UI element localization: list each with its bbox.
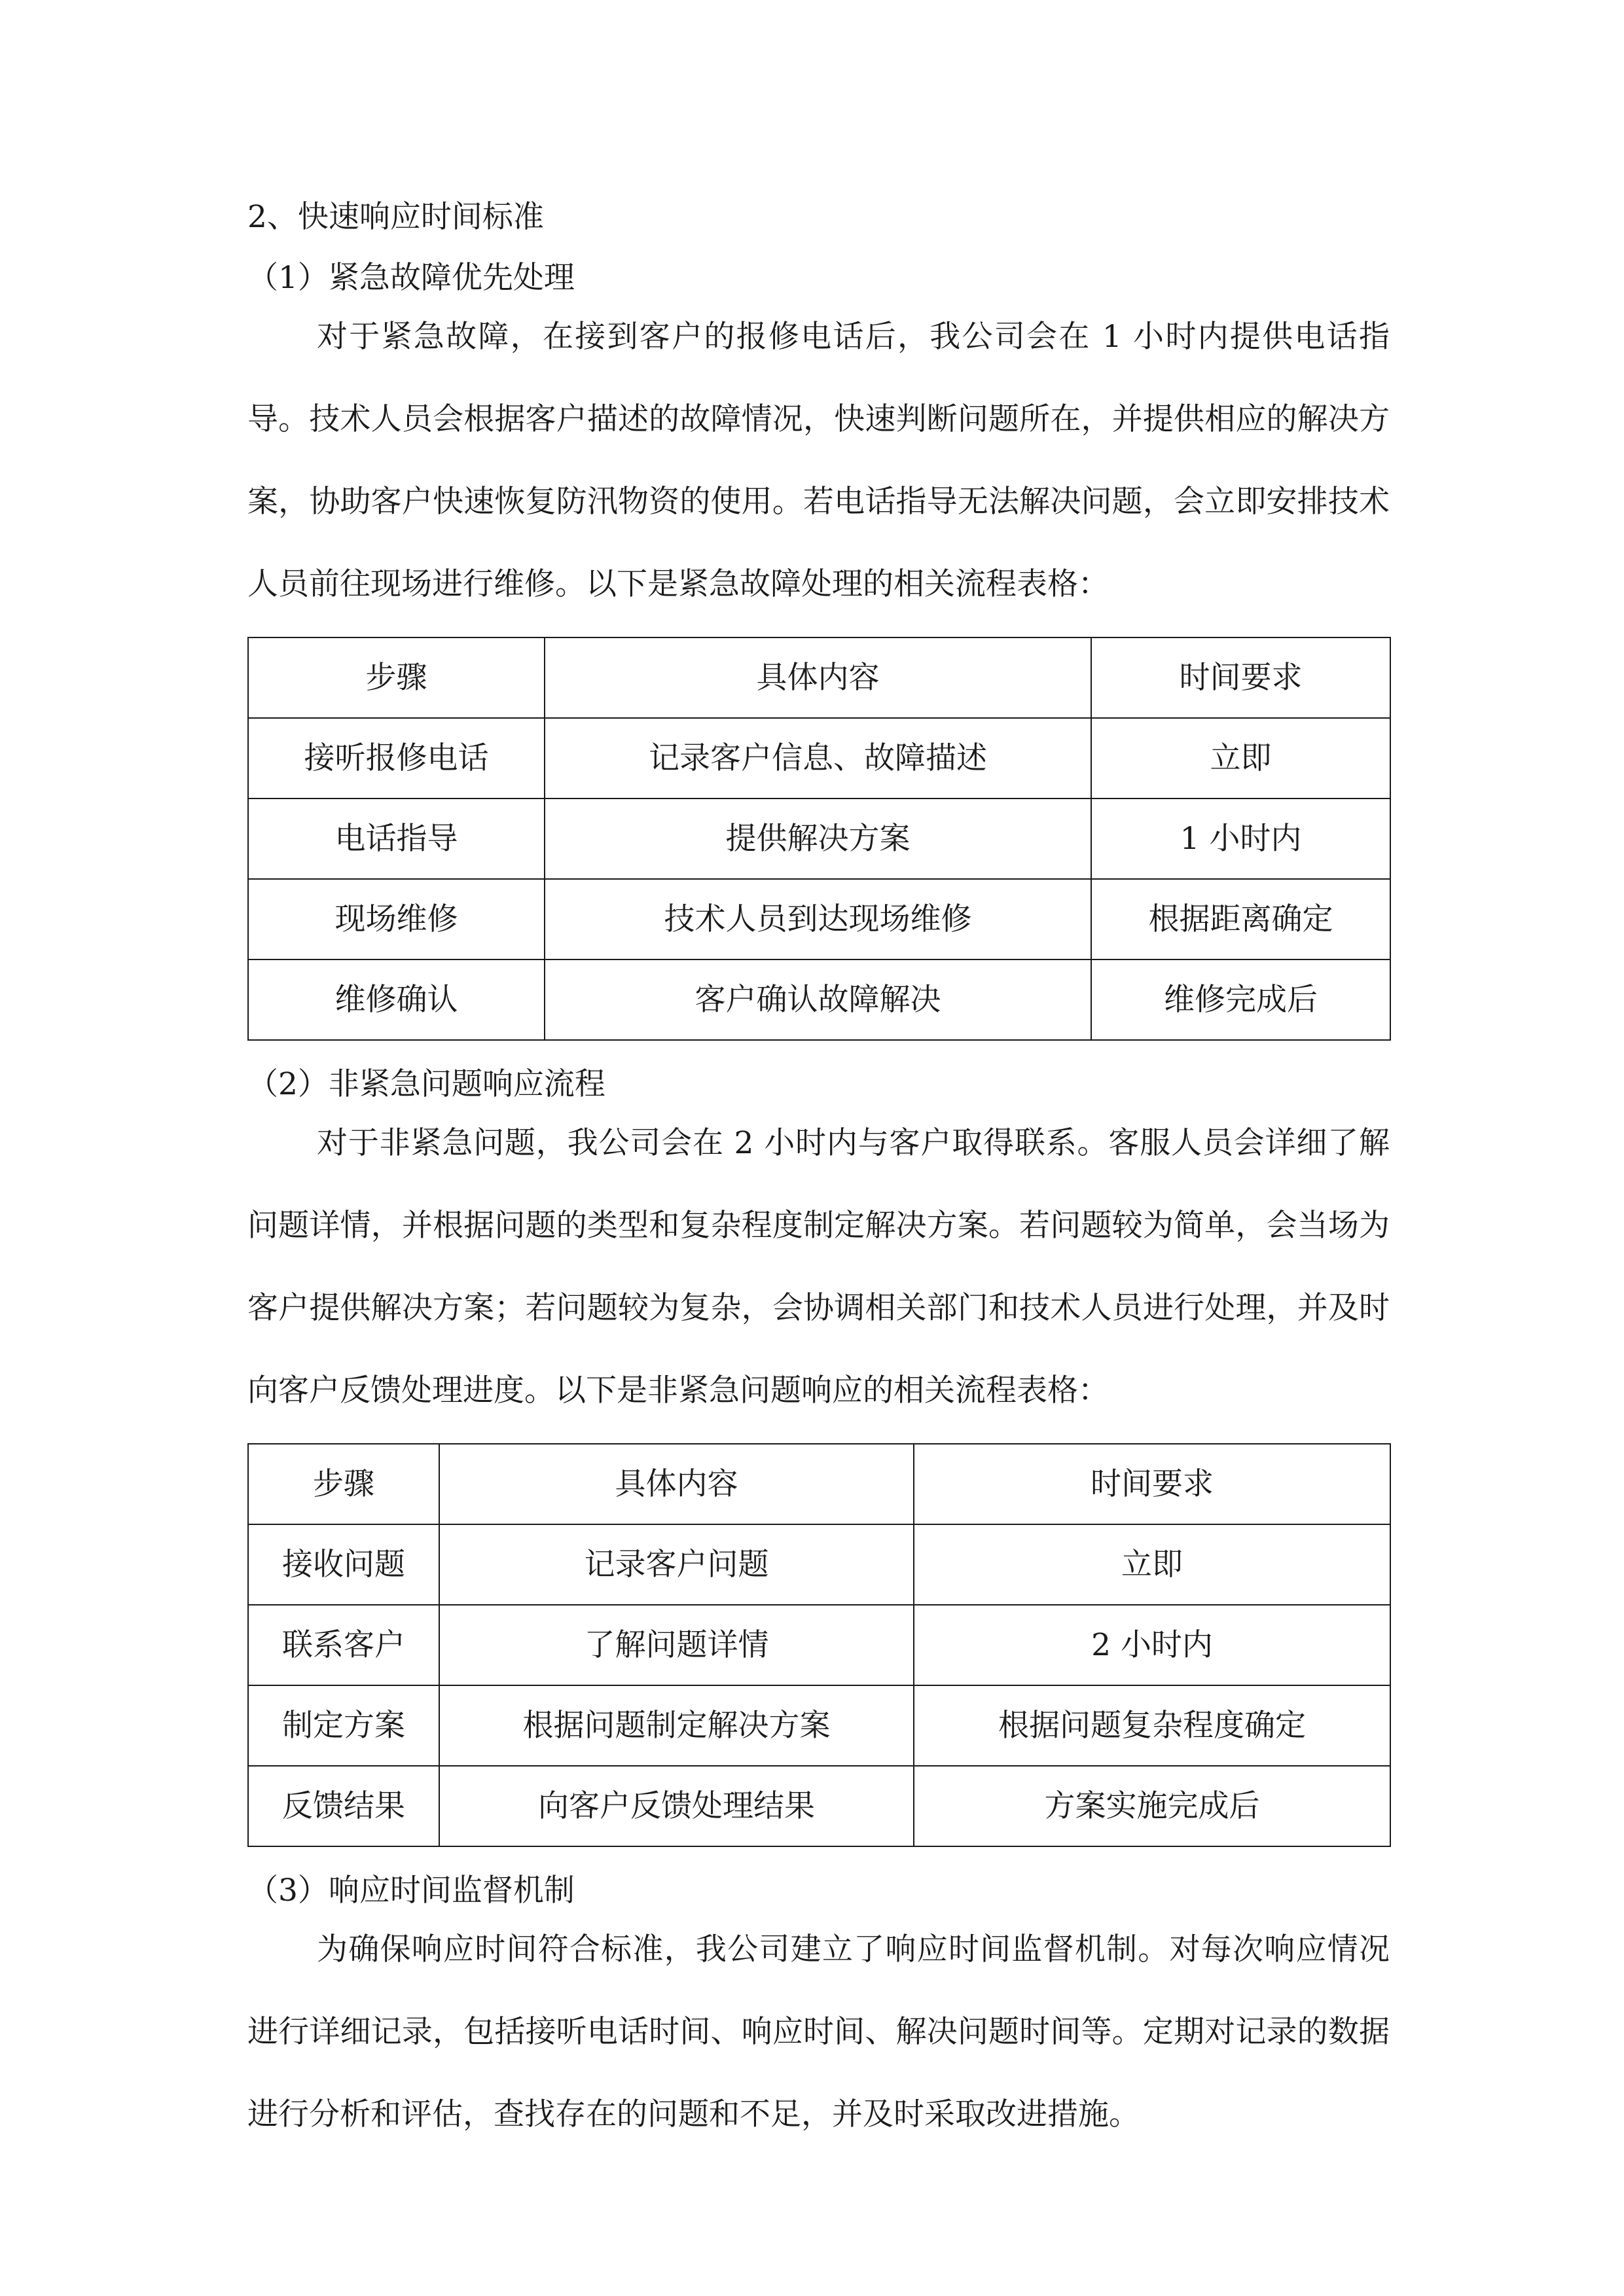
table-cell: 了解问题详情 bbox=[439, 1605, 914, 1685]
table-cell: 制定方案 bbox=[248, 1685, 439, 1766]
table-cell: 电话指导 bbox=[248, 798, 545, 879]
table-row bbox=[248, 718, 1390, 798]
table-cell: 根据问题制定解决方案 bbox=[439, 1685, 914, 1766]
table-cell: 立即 bbox=[1091, 718, 1390, 798]
table-cell: 客户确认故障解决 bbox=[545, 960, 1091, 1040]
section-heading: 2、快速响应时间标准 bbox=[247, 199, 544, 235]
table-cell: 现场维修 bbox=[248, 879, 545, 960]
table-row bbox=[248, 798, 1390, 879]
table-row bbox=[248, 1524, 1390, 1605]
sub2-heading: （2）非紧急问题响应流程 bbox=[247, 1066, 605, 1102]
sub3-heading: （3）响应时间监督机制 bbox=[247, 1873, 575, 1909]
sub1-heading: （1）紧急故障优先处理 bbox=[247, 260, 575, 296]
sub3-paragraph: 为确保响应时间符合标准，我公司建立了响应时间监督机制。对每次响应情况进行详细记录，包括接听电话时间、响应时间、解决问题时间等。定期对记录的数据进行分析和评估，查找存在的问题和不足，并及时采取改进措施。 bbox=[247, 1931, 1390, 2132]
header-cell-step: 步骤 bbox=[248, 1444, 439, 1524]
table-cell: 接收问题 bbox=[248, 1524, 439, 1605]
table-row bbox=[248, 960, 1390, 1040]
table-cell: 根据问题复杂程度确定 bbox=[914, 1685, 1390, 1766]
table-row bbox=[248, 1685, 1390, 1766]
table-cell: 记录客户问题 bbox=[439, 1524, 914, 1605]
table-cell: 2 小时内 bbox=[914, 1605, 1390, 1685]
sub1-paragraph: 对于紧急故障，在接到客户的报修电话后，我公司会在 1 小时内提供电话指导。技术人员会根据客户描述的故障情况，快速判断问题所在，并提供相应的解决方案，协助客户快速恢复防汛物资的使用。若电话指导无法解决问题，会立即安排技术人员前往现场进行维修。以下是紧急故障处理的相关流程表格： bbox=[247, 319, 1390, 602]
table-cell: 方案实施完成后 bbox=[914, 1766, 1390, 1846]
table-cell: 技术人员到达现场维修 bbox=[545, 879, 1091, 960]
table-cell: 记录客户信息、故障描述 bbox=[545, 718, 1091, 798]
table-cell: 根据距离确定 bbox=[1091, 879, 1390, 960]
table-cell: 反馈结果 bbox=[248, 1766, 439, 1846]
table-header-row bbox=[248, 637, 1390, 718]
table-header-row bbox=[248, 1444, 1390, 1524]
table-cell: 联系客户 bbox=[248, 1605, 439, 1685]
table-cell: 维修确认 bbox=[248, 960, 545, 1040]
sub2-paragraph: 对于非紧急问题，我公司会在 2 小时内与客户取得联系。客服人员会详细了解问题详情，并根据问题的类型和复杂程度制定解决方案。若问题较为简单，会当场为客户提供解决方案；若问题较为复杂，会协调相关部门和技术人员进行处理，并及时向客户反馈处理进度。以下是非紧急问题响应的相关流程表格： bbox=[247, 1125, 1390, 1408]
table-cell: 接听报修电话 bbox=[248, 718, 545, 798]
header-cell-time: 时间要求 bbox=[1091, 637, 1390, 718]
table-cell: 向客户反馈处理结果 bbox=[439, 1766, 914, 1846]
table-row bbox=[248, 1766, 1390, 1846]
table-row bbox=[248, 1605, 1390, 1685]
table-cell: 维修完成后 bbox=[1091, 960, 1390, 1040]
header-cell-content: 具体内容 bbox=[439, 1444, 914, 1524]
header-cell-step: 步骤 bbox=[248, 637, 545, 718]
table-row bbox=[248, 879, 1390, 960]
table-cell: 提供解决方案 bbox=[545, 798, 1091, 879]
table-cell: 1 小时内 bbox=[1091, 798, 1390, 879]
header-cell-time: 时间要求 bbox=[914, 1444, 1390, 1524]
header-cell-content: 具体内容 bbox=[545, 637, 1091, 718]
table-cell: 立即 bbox=[914, 1524, 1390, 1605]
non-emergency-flow-table bbox=[247, 1443, 1391, 1847]
emergency-flow-table bbox=[247, 637, 1391, 1041]
